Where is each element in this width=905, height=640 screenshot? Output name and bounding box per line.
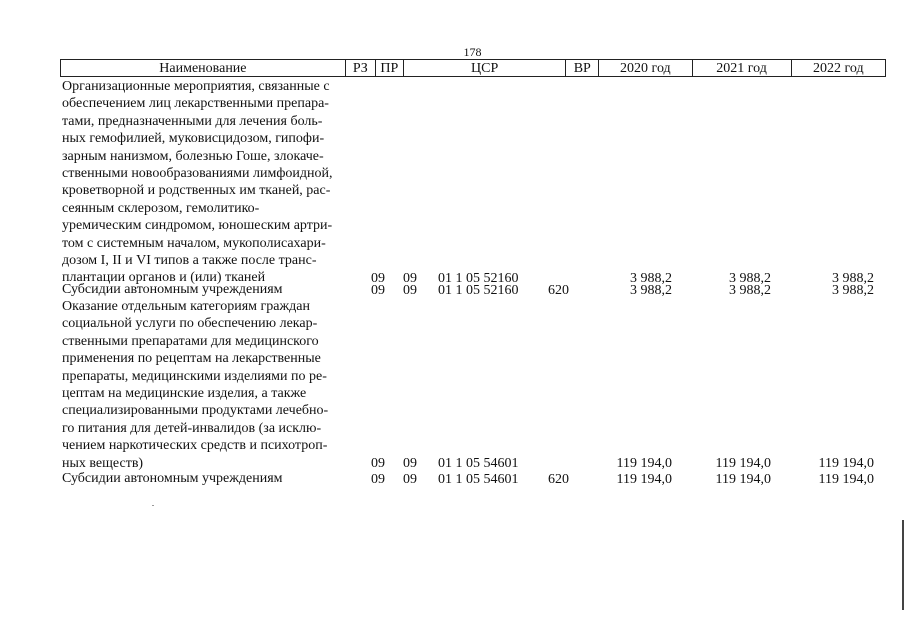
table-header <box>60 59 886 77</box>
header-2021: 2021 год <box>693 60 792 76</box>
row-name-line: тами, предназначенными для лечения боль- <box>62 113 323 129</box>
cell-vr: 620 <box>548 282 569 298</box>
cell-2020: 3 988,2 <box>630 270 672 286</box>
cell-2022: 119 194,0 <box>818 455 874 471</box>
row-name-line: ственными препаратами для медицинского <box>62 333 319 349</box>
row-name-line: кроветворной и родственных им тканей, рас- <box>62 183 331 199</box>
scan-edge-mark <box>902 520 904 610</box>
cell-rz: 09 <box>371 270 385 286</box>
header-pr: ПР <box>376 60 404 76</box>
cell-csr: 01 1 05 54601 <box>438 455 519 471</box>
row-name-line: Субсидии автономным учреждениям <box>62 471 283 486</box>
row-name-line: обеспечением лиц лекарственными препара- <box>62 96 329 112</box>
row-name <box>62 470 362 487</box>
row-name <box>62 281 362 298</box>
cell-rz: 09 <box>371 455 385 471</box>
row-name-line: уремическим синдромом, юношеским артри- <box>62 218 333 234</box>
row-name-line: социальной услуги по обеспечению лекар- <box>62 316 318 332</box>
row-name-line: Организационные мероприятия, связанные с <box>62 79 330 94</box>
row-name-line: Оказание отдельным категориям граждан <box>62 299 310 314</box>
table-row <box>0 470 905 488</box>
cell-pr: 09 <box>403 282 417 298</box>
cell-2020: 3 988,2 <box>630 282 672 298</box>
cell-2021: 119 194,0 <box>715 471 771 487</box>
row-name-line: дозом I, II и VI типов а также после транс- <box>62 253 317 269</box>
row-name-line: ных гемофилией, муковисцидозом, гипофи- <box>62 131 325 147</box>
header-rz: РЗ <box>346 60 376 76</box>
row-name-line: сеянным склерозом, гемолитико- <box>62 200 260 216</box>
header-vr: ВР <box>566 60 599 76</box>
cell-2022: 3 988,2 <box>832 282 874 298</box>
row-name-line: препараты, медицинскими изделиями по ре- <box>62 368 327 384</box>
cell-pr: 09 <box>403 455 417 471</box>
cell-2021: 3 988,2 <box>729 282 771 298</box>
header-name: Наименование <box>61 60 346 76</box>
header-2020: 2020 год <box>599 60 692 76</box>
cell-vr: 620 <box>548 471 569 487</box>
table-row <box>0 298 905 472</box>
table-row <box>0 78 905 287</box>
cell-2020: 119 194,0 <box>616 471 672 487</box>
table-row <box>0 281 905 299</box>
header-csr: ЦСР <box>404 60 567 76</box>
row-name-line: цептам на медицинские изделия, а также <box>62 386 307 402</box>
row-name-line: го питания для детей-инвалидов (за исклю- <box>62 420 322 436</box>
row-name-line: специализированными продуктами лечебно- <box>62 403 329 419</box>
header-2022: 2022 год <box>813 61 864 76</box>
row-name-line: том с системным началом, мукополисахари- <box>62 235 326 251</box>
cell-2021: 119 194,0 <box>715 455 771 471</box>
cell-csr: 01 1 05 54601 <box>438 471 519 487</box>
cell-2020: 119 194,0 <box>616 455 672 471</box>
cell-rz: 09 <box>371 471 385 487</box>
cell-2021: 3 988,2 <box>729 270 771 286</box>
page-number: 178 <box>463 45 482 59</box>
cell-csr: 01 1 05 52160 <box>438 282 519 298</box>
row-name <box>62 298 362 472</box>
row-name-line: ственными новообразованиями лимфоидной, <box>62 166 333 182</box>
scan-speck <box>152 505 154 506</box>
cell-pr: 09 <box>403 471 417 487</box>
row-name <box>62 78 362 287</box>
row-name-line: ных веществ) <box>62 455 144 471</box>
row-name-line: чением наркотических средств и психотроп- <box>62 438 328 454</box>
row-name-line: Субсидии автономным учреждениям <box>62 282 283 297</box>
row-name-line: плантации органов и (или) тканей <box>62 270 266 286</box>
cell-pr: 09 <box>403 270 417 286</box>
row-name-line: зарным нанизмом, болезнью Гоше, злокаче- <box>62 148 324 164</box>
cell-csr: 01 1 05 52160 <box>438 270 519 286</box>
cell-rz: 09 <box>371 282 385 298</box>
row-name-line: применения по рецептам на лекарственные <box>62 351 321 367</box>
cell-2022: 3 988,2 <box>832 270 874 286</box>
cell-2022: 119 194,0 <box>818 471 874 487</box>
